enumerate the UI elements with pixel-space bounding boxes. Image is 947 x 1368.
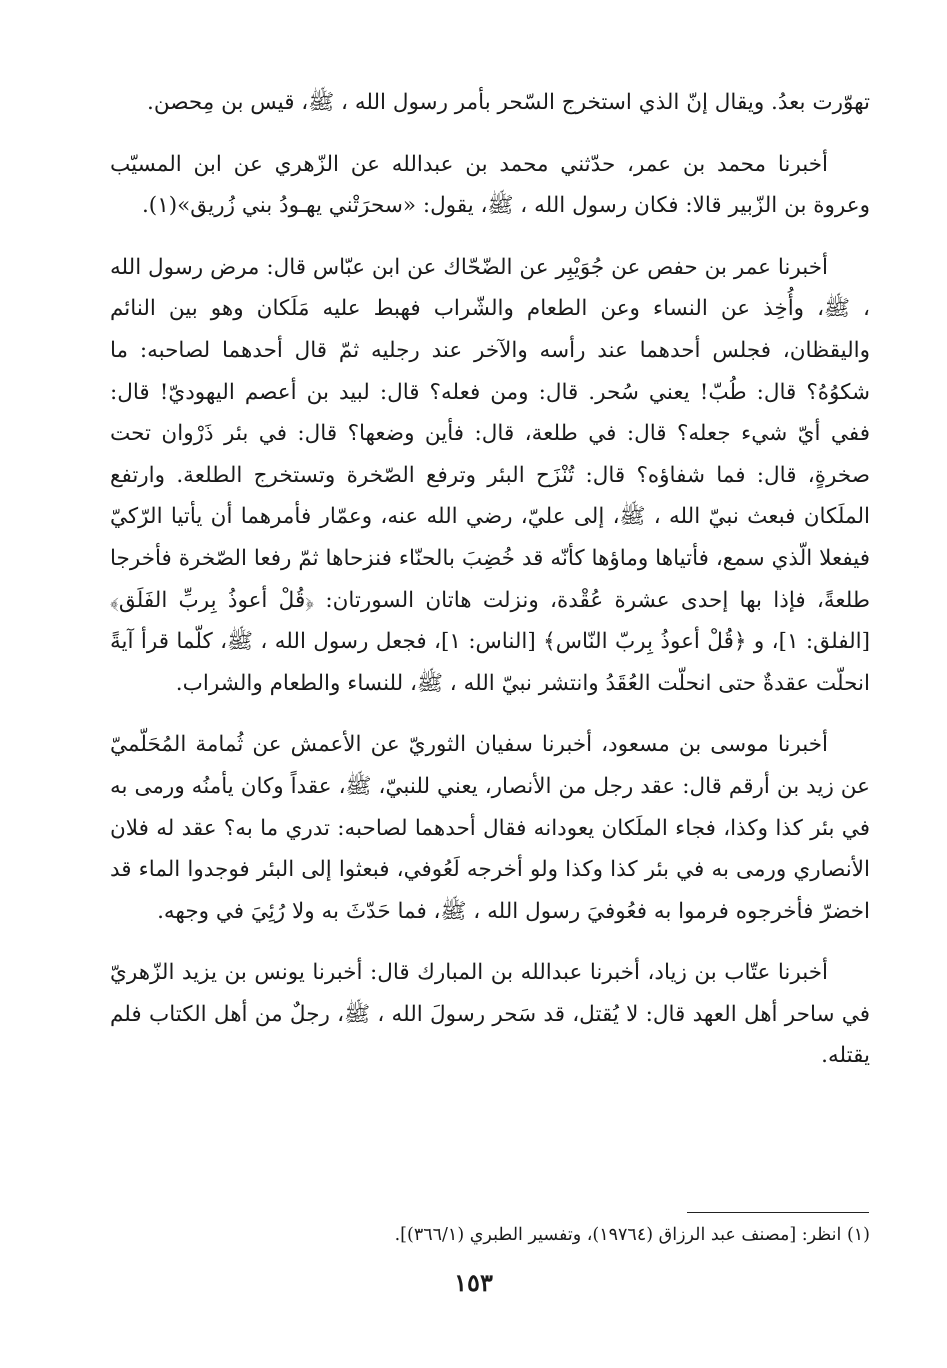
main-text <box>110 82 870 1097</box>
page-number: ١٥٣ <box>454 1268 493 1297</box>
footnote-divider <box>687 1212 869 1213</box>
paragraph-1: تهوّرت بعدُ. ويقال إنّ الذي استخرج السّحر بأمر رسول الله ، ﷺ، قيس بن مِحصن. <box>147 90 870 115</box>
footnote: (١) انظر: [مصنف عبد الرزاق (١٩٧٦٤)، وتفسير الطبري (٣٦٦/١)]. <box>394 1225 870 1245</box>
paragraph-4: أخبرنا موسى بن مسعود، أخبرنا سفيان الثوريّ عن الأعمش عن ثُمامة المُحَلّميّ عن زيد بن أرقم قال: عقد رجل من الأنصار، يعني للنبيّ، ﷺ، عقداً وكان يأمنُه ورمى به في بئر كذا وكذا، فجاء الملَكان يعودانه فقال أحدهما لصاحبه: تدري ما به؟ عقد له فلان الأنصاري ورمى به في بئر كذا وكذا ولو أخرجه لَعُوفي، فبعثوا إلى البئر فوجدوا الماء قد اخضرّ فأخرجوه فرموا به فعُوفيَ رسول الله ، ﷺ، فما حَدّثَ به ولا رُئِيَ في وجهه. <box>110 732 870 924</box>
paragraph-2: أخبرنا محمد بن عمر، حدّثني محمد بن عبدالله عن الزّهري عن ابن المسيّب وعروة بن الزّبير قالا: فكان رسول الله ، ﷺ، يقول: «سحرَتْني يهـودُ بني زُريق»(١). <box>110 151 870 219</box>
paragraph-5: أخبرنا عتّاب بن زياد، أخبرنا عبدالله بن المبارك قال: أخبرنا يونس بن يزيد الزّهريّ في ساحر أهل العهد قال: لا يُقتل، قد سَحر رسولَ الله ، ﷺ، رجلٌ من أهل الكتاب فلم يقتله. <box>110 960 870 1069</box>
paragraph-3: أخبرنا عمر بن حفص عن جُوَيْبِر عن الضّحّاك عن ابن عبّاس قال: مرض رسول الله ، ﷺ، وأُخِذ عن النساء وعن الطعام والشّراب فهبط عليه مَلَكان وهو بين النائم واليقظان، فجلس أحدهما عند رأسه والآخر عند رجليه ثمّ قال أحدهما لصاحبه: ما شكوُهُ؟ قال: طُبّ! يعني سُحر. قال: ومن فعله؟ قال: لبيد بن أعصم اليهوديّ! قال: ففي أيّ شيء جعله؟ قال: في طلعة، قال: فأين وضعها؟ قال: في بئر ذَرْوان تحت صخرةٍ، قال: فما شفاؤه؟ قال: تُنْزَح البئر وترفع الصّخرة وتستخرج الطلعة. وارتفع الملَكان فبعث نبيّ الله ، ﷺ، إلى عليّ، رضي الله عنه، وعمّار فأمرهما أن يأتيا الرّكيّ فيفعلا الّذي سمع، فأتياها وماؤها كأنّه قد خُضِبَ بالحنّاء فنزحاها ثمّ رفعا الصّخرة فأخرجا طلعةً، فإذا بها إحدى عشرة عُقْدة، ونزلت هاتان السورتان: ﴿قُلْ أعوذُ بِربِّ الفَلَق﴾ [الفلق: ١]، و ﴿قُلْ أعوذُ بِربّ النّاس﴾ [الناس: ١]، فجعل رسول الله ، ﷺ، كلّما قرأ آيةً انحلّت عقدةٌ حتى انحلّت العُقَدُ وانتشر نبيّ الله ، ﷺ، للنساء والطعام والشراب. <box>110 254 871 696</box>
